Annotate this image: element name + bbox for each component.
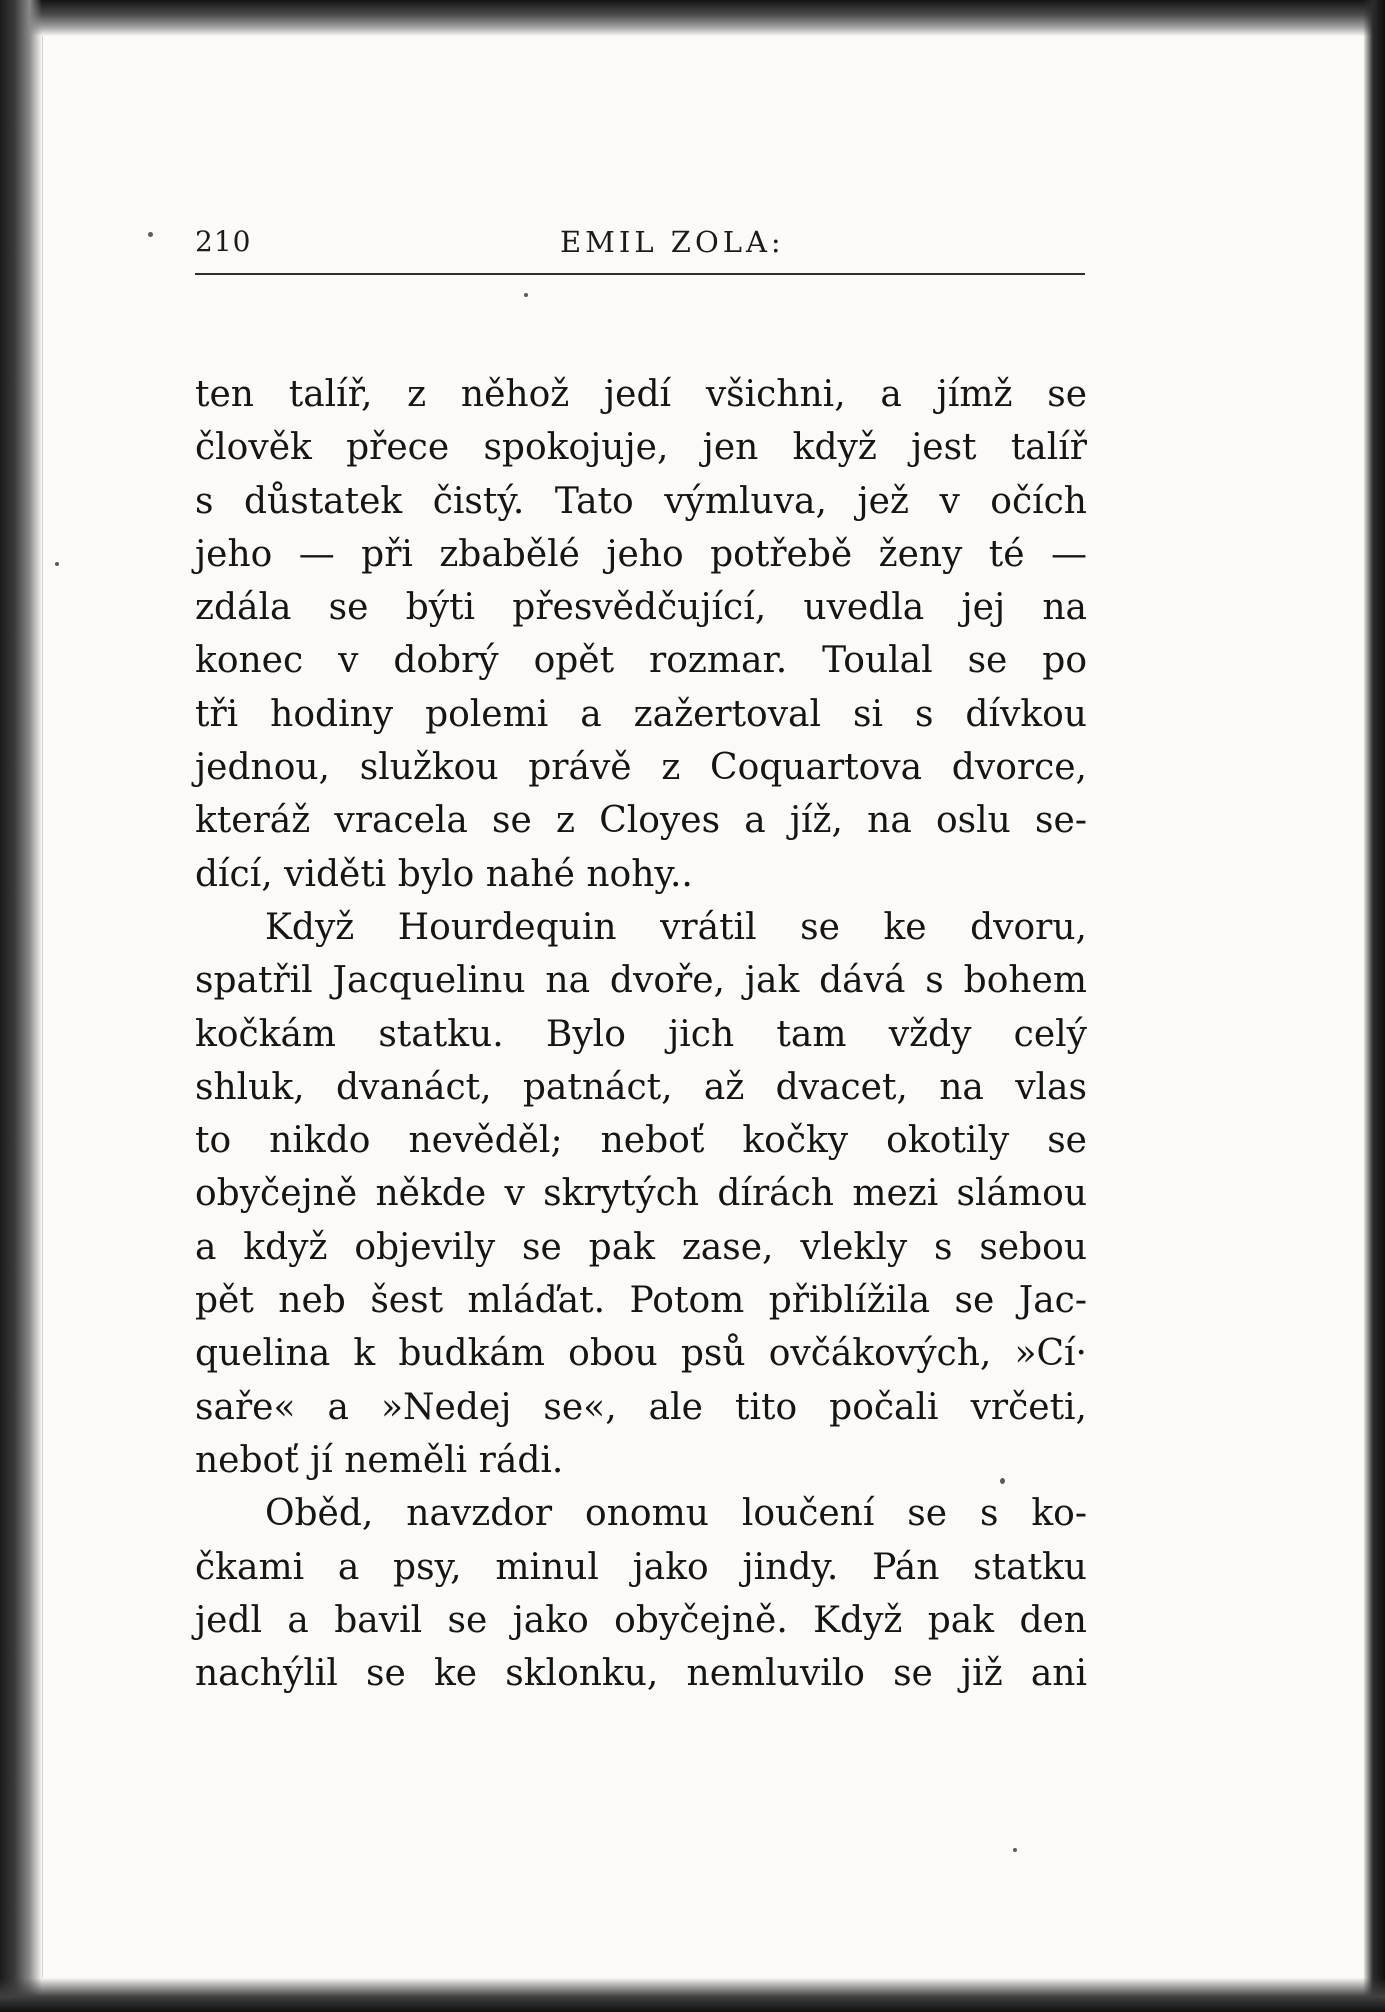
text-line: obyčejně někde v skrytých dírách mezi slámou <box>195 1173 1087 1215</box>
text-line: shluk, dvanáct, patnáct, až dvacet, na vlas <box>195 1066 1087 1108</box>
text-line: a když objevily se pak zase, vlekly s sebou <box>195 1226 1087 1268</box>
text-line: člověk přece spokojuje, jen když jest talíř <box>195 427 1087 469</box>
text-line: tři hodiny polemi a zažertoval si s dívkou <box>195 693 1087 735</box>
scan-edge-right <box>1363 0 1385 2012</box>
scan-speck <box>1000 1478 1005 1484</box>
text-line: quelina k budkám obou psů ovčákových, »Cí· <box>195 1333 1087 1375</box>
text-line: Oběd, navzdor onomu loučení se s ko- <box>265 1493 1087 1535</box>
text-line: zdála se býti přesvědčující, uvedla jej na <box>195 587 1087 629</box>
scan-speck <box>524 293 528 297</box>
text-line: spatřil Jacquelinu na dvoře, jak dává s bohem <box>195 960 1087 1002</box>
text-line: jednou, služkou právě z Coquartova dvorce, <box>195 747 1087 789</box>
text-line: nachýlil se ke sklonku, nemluvilo se již ani <box>195 1653 1087 1695</box>
text-line: čkami a psy, minul jako jindy. Pán statku <box>195 1546 1087 1588</box>
text-line: ten talíř, z něhož jedí všichni, a jímž se <box>195 374 1087 415</box>
scan-edge-bottom <box>0 1978 1385 2012</box>
header-rule <box>195 273 1085 275</box>
text-line: Když Hourdequin vrátil se ke dvoru, <box>265 906 1087 948</box>
text-line: to nikdo nevěděl; neboť kočky okotily se <box>195 1120 1087 1162</box>
text-line: neboť jí neměli rádi. <box>195 1439 564 1481</box>
text-line: konec v dobrý opět rozmar. Toulal se po <box>195 640 1087 682</box>
text-line: kočkám statku. Bylo jich tam vždy celý <box>195 1013 1087 1055</box>
scan-edge-top <box>0 0 1385 36</box>
scan-edge-left <box>0 0 42 2012</box>
page-header <box>195 225 1085 275</box>
body-text <box>195 368 1087 1700</box>
text-line: dící, viděti bylo nahé nohy.. <box>195 853 693 895</box>
text-line: jeho — při zbabělé jeho potřebě ženy té — <box>195 533 1087 575</box>
running-head: EMIL ZOLA: <box>560 225 785 259</box>
text-line: saře« a »Nedej se«, ale tito počali vrčeti, <box>195 1386 1087 1428</box>
text-line: jedl a bavil se jako obyčejně. Když pak den <box>195 1599 1087 1641</box>
text-line: pět neb šest mláďat. Potom přiblížila se Jac- <box>195 1280 1087 1322</box>
scan-speck <box>148 232 153 237</box>
text-line: kteráž vracela se z Cloyes a jíž, na oslu se- <box>195 800 1087 842</box>
page-number: 210 <box>195 225 252 258</box>
scan-speck <box>55 562 59 566</box>
text-line: s důstatek čistý. Tato výmluva, jež v očích <box>195 480 1087 522</box>
scan-speck <box>1013 1848 1017 1852</box>
